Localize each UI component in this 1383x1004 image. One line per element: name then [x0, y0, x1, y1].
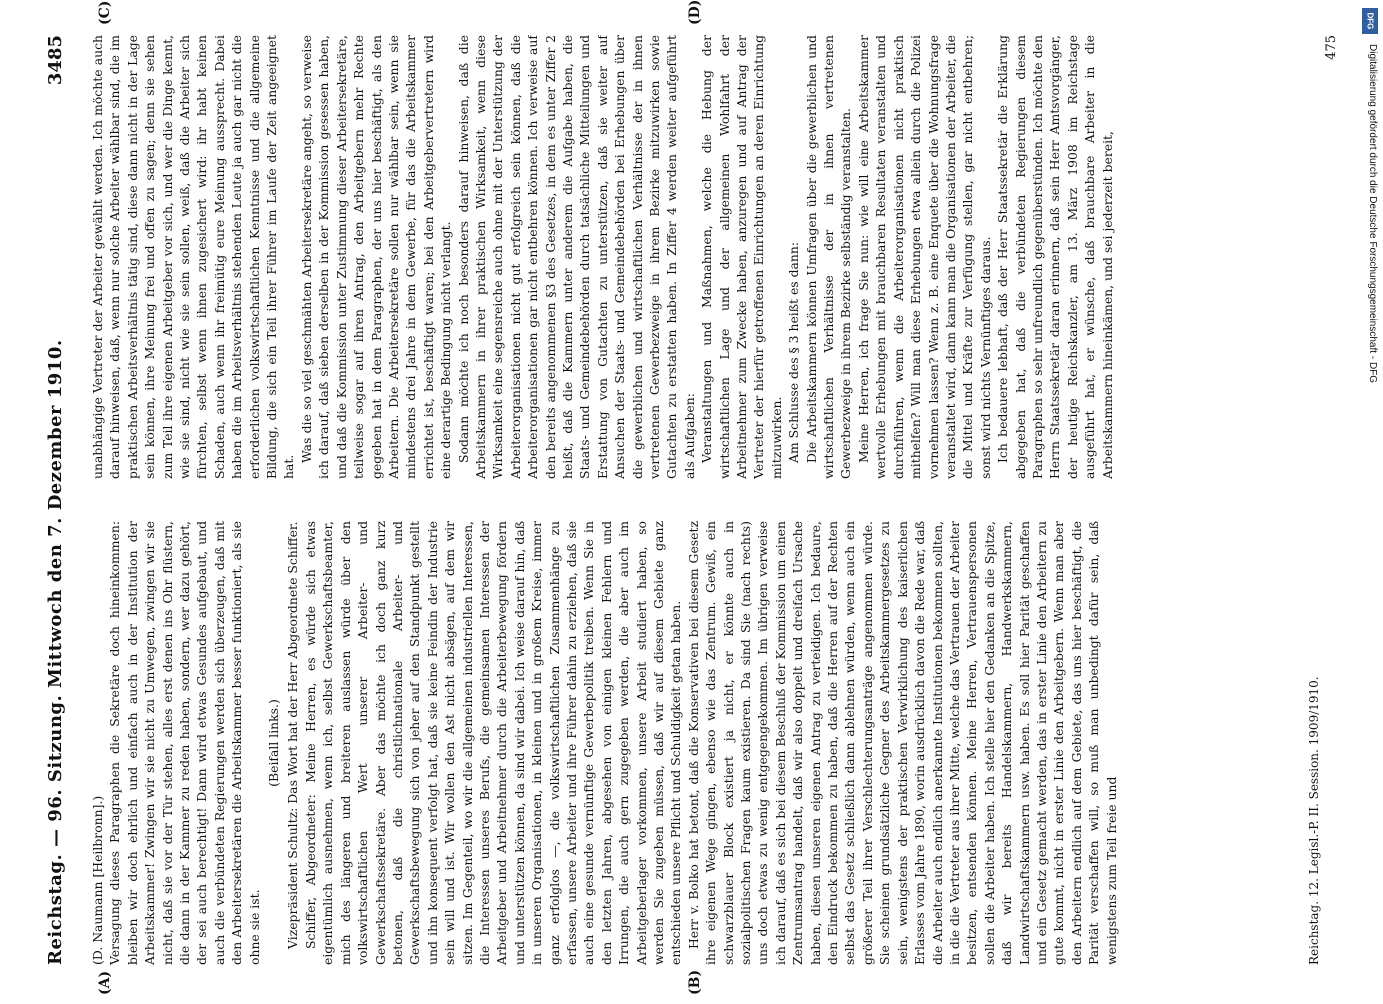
- quoted-paragraph: Die Arbeitskammern können Umfragen über die gewerblichen und wirtschaftlichen Verhältnisse der in ihnen vertretenen Gewerbezweige in ihrem Bezirke selbständig veranstalten.: [803, 35, 854, 479]
- paragraph: Versagung dieses Paragraphen die Sekretäre doch hineinkommen: bleiben wir doch ehrlich und einfach auch in der Institution der Arbeitskammer! Zwingen wir sie nicht zu Umwegen, zwingen wir sie nicht, daß sie vor der Tür stehen, alles erst denen ins Ohr flüstern, die dann in der Kammer zu reden haben, sondern, wer dazu gehört, der sei auch berechtigt! Dann wird etwas Gesundes aufgebaut, und auch die verbündeten Regierungen werden sich überzeugen, daß mit den Arbeitersekretären die Arbeitskammer besser funktioniert, als sie ohne sie ist.: [107, 521, 262, 965]
- paragraph: Ich bedauere lebhaft, daß der Herr Staatssekretär die Erklärung abgegeben hat, daß die verbündeten Regierungen diesem Paragraphen so sehr unfreundlich gegenüberstünden. Ich möchte den Herrn Staatssekretär daran erinnern, daß sein Herr Amtsvorgänger, der heutige Reichskanzler, am 13. März 1908 im Reichstage ausgeführt hat, er wünsche, daß brauchbare Arbeiter in die Arbeitskammern hineinkämen, und sei jederzeit bereit,: [995, 35, 1115, 479]
- paragraph: Was die so viel geschmähten Arbeitersekretäre angeht, so verweise ich darauf, daß sieben derselben in der Kommission gesessen haben, und daß die Kommission unter Zustimmung dieser Arbeitersekretäre, teilweise sogar auf ihren Antrag, den Arbeitgebern mehr Rechte gegeben hat in dem Paragraphen, der uns hier beschäftigt, als den Arbeitern. Die Arbeitersekretäre sollen nur wählbar sein, wenn sie mindestens drei Jahre in dem Gewerbe, für das die Arbeitskammer errichtet ist, beschäftigt waren; bei den Arbeitgebervertretern wird eine derartige Bedingung nicht verlangt.: [298, 35, 454, 479]
- page-header: [37, 35, 75, 965]
- right-column: [89, 35, 1287, 479]
- paragraph: Am Schlusse des § 3 heißt es dann:: [786, 241, 802, 463]
- page-number: 3485: [45, 35, 66, 86]
- digitization-note: Digitalisierung gefördert durch die Deutsche Forschungsgemeinschaft - DFG: [1367, 44, 1378, 384]
- paragraph: Vizepräsident Schultz: Das Wort hat der Herr Abgeordnete Schiffer.: [285, 521, 301, 949]
- rotated-document-page: [27, 0, 1357, 995]
- paragraph: Meine Herren, ich frage Sie nun: wie will eine Arbeitskammer wertvolle Erhebungen mit brauchbaren Resultaten veranstalten und durchführen, wenn die Arbeiterorganisationen nicht praktisch mithelfen? Will man diese Erhebungen etwa allein durch die Polizei vornehmen lassen? Wenn z. B. eine Enquete über die Wohnungsfrage veranstaltet wird, dann kann man die Organisationen der Arbeiter, die die Mittel und Kräfte zur Verfügung stellen, gar nicht entbehren; sonst wird nichts Vernünftiges daraus.: [855, 35, 993, 479]
- margin-letter-d: (D): [687, 0, 703, 25]
- paragraph: unabhängige Vertreter der Arbeiter gewählt werden. Ich möchte auch darauf hinweisen, daß, wenn nur solche Arbeiter wählbar sind, die im praktischen Arbeitsverhältnis tätig sind, diese dann nicht in der Lage sein können, ihre Meinung frei und offen zu sagen; denn sie sehen zum Teil ihre eigenen Arbeitgeber vor sich, und wer die Dinge kennt, wie sie sind, nicht wie sie sein sollen, weiß, daß die Arbeiter sich fürchten, selbst wenn ihnen zugesichert wird: ihr habt keinen Schaden, auch wenn ihr freimütig eure Meinung aussprecht. Dabei haben die im Arbeitsverhältnis stehenden Leute ja auch gar nicht die erforderlichen volkswirtschaftlichen Kenntnisse und die allgemeine Bildung, die sich ein Teil ihrer Führer im Laufe der Zeit angeeignet hat.: [90, 35, 297, 479]
- margin-letter-b: (B): [687, 969, 703, 995]
- paragraph: Sodann möchte ich noch besonders darauf hinweisen, daß die Arbeitskammern in ihrer praktischen Wirksamkeit, wenn diese Wirksamkeit eine segensreiche auch ohne mit der Unterstützung der Arbeiterorganisationen nicht gut erfolgreich sein können, daß die Arbeiterorganisationen gar nicht entbehren können. Ich verweise auf den bereits angenommenen §3 des Gesetzes, in dem es unter Ziffer 2 heißt, daß die Kammern unter anderem die Aufgabe haben, die Staats- und Gemeindebehörden durch tatsächliche Mitteilungen und Erstattung von Gutachten zu unterstützen, daß sie weiter auf Ansuchen der Staats- und Gemeindebehörden bei Erhebungen über die gewerblichen und wirtschaftlichen Verhältnisse der in ihnen vertretenen Gewerbezweige in ihrem Bezirke mitzuwirken sowie Gutachten zu erstatten haben. In Ziffer 4 werden weiter aufgeführt als Aufgaben:: [455, 35, 697, 479]
- quoted-paragraph: Veranstaltungen und Maßnahmen, welche die Hebung der wirtschaftlichen Lage und der allgemeinen Wohlfahrt der Arbeitnehmer zum Zwecke haben, anzuregen und auf Antrag der Vertreter der hierfür getroffenen Einrichtungen an deren Einrichtung mitzuwirken.: [699, 35, 784, 479]
- digitization-stamp: [1360, 8, 1378, 992]
- left-column: [89, 521, 1287, 965]
- footer-session-info: Reichstag. 12. Legisl.-P. II. Session. 1909/1910.: [1307, 676, 1321, 965]
- paragraph: Herr v. Bolko hat betont, daß die Konservativen bei diesem Gesetz ihre eigenen Wege gingen, ebenso wie das Zentrum. Gewiß, ein schwarzblauer Block existiert ja nicht, er könnte auch in sozialpolitischen Fragen kaum existieren. Da sind Sie (nach rechts) uns doch etwas zu wenig entgegengekommen. Im übrigen verweise ich darauf, daß es sich bei diesem Beschluß der Kommission um einen Zentrumsantrag handelt, daß wir also doppelt und dreifach Ursache haben, diesen unseren eigenen Antrag zu verteidigen. Ich bedaure, den Eindruck bekommen zu haben, daß die Herren auf der Rechten selbst das Gesetz schließlich dann ablehnen würden, wenn auch ein größerer Teil ihrer Verschlechterungsanträge angenommen würde. Sie scheinen grundsätzliche Gegner des Arbeitskammergesetzes zu sein, wenigstens der praktischen Verwirklichung des kaiserlichen Erlasses vom Jahre 1890, worin ausdrücklich davon die Rede war, daß die Arbeiter auch endlich anerkannte Institutionen bekommen sollten, in die die Vertreter aus ihrer Mitte, welche das Vertrauen der Arbeiter besitzen, entsenden können. Meine Herren, Vertrauenspersonen sollen die Arbeiter haben. Ich stelle hier den Gedanken an die Spitze, daß wir bereits Handelskammern, Handwerkskammern, Landwirtschaftskammern usw. haben. Es soll hier Parität geschaffen und ein Gesetz gemacht werden, das in erster Linie den Arbeitern zu gute kommt, nicht in erster Linie den Arbeitgebern. Wenn man aber den Arbeitern endlich auf dem Gebiete, das uns hier beschäftigt, die Parität verschaffen will, so muß man unbedingt dafür sein, daß wenigstens zum Teil freie und: [685, 521, 1119, 965]
- running-speaker: (D. Naumann [Heilbronn].): [90, 795, 105, 965]
- margin-letter-c: (C): [97, 0, 113, 25]
- header-title: Reichstag. — 96. Sitzung. Mittwoch den 7. Dezember 1910.: [45, 339, 66, 965]
- footer-number: 475: [1324, 35, 1339, 60]
- dfg-logo: DFG: [1362, 8, 1378, 34]
- margin-letter-a: (A): [97, 970, 113, 995]
- paragraph: Schiffer, Abgeordneter: Meine Herren, es würde sich etwas eigentümlich ausnehmen, wenn ich, selbst Gewerkschaftsbeamter, mich des längeren und breiteren auslassen würde über den volkswirtschaftlichen Wert unserer Arbeiter- und Gewerkschaftssekretäre. Aber das möchte ich doch ganz kurz betonen, daß die christlichnationale Arbeiter- und Gewerkschaftsbewegung sich von jeher auf den Standpunkt gestellt und ihn konsequent verfolgt hat, daß sie keine Feindin der Industrie sein will und ist. Wir wollen den Ast nicht absägen, auf dem wir sitzen. Im Gegenteil, wo wir die allgemeinen industriellen Interessen, die Interessen unseres Berufs, die gemeinsamen Interessen der Arbeitgeber und Arbeitnehmer durch die Arbeiterbewegung fördern und unterstützen können, da sind wir dabei. Ich weise darauf hin, daß in unseren Organisationen, in kleinen und in großem Kreise, immer ganz erfolglos —, die volkswirtschaftlichen Zusammenhänge zu erfassen, unsere Arbeiter und ihre Führer dahin zu erziehen, daß sie auch eine gesunde vernünftige Gewerbepolitik treiben. Wenn Sie in den letzten Jahren, abgesehen von einigen kleinen Fehlern und Irrungen, die auch gern zugegeben werden, die aber auch im Arbeitgeberlager vorkommen, unsere Arbeit studiert haben, so werden Sie zugeben müssen, daß wir auf diesem Gebiete ganz entschieden unsere Pflicht und Schuldigkeit getan haben.: [302, 521, 684, 965]
- applause-note: (Beifall links.): [266, 699, 282, 787]
